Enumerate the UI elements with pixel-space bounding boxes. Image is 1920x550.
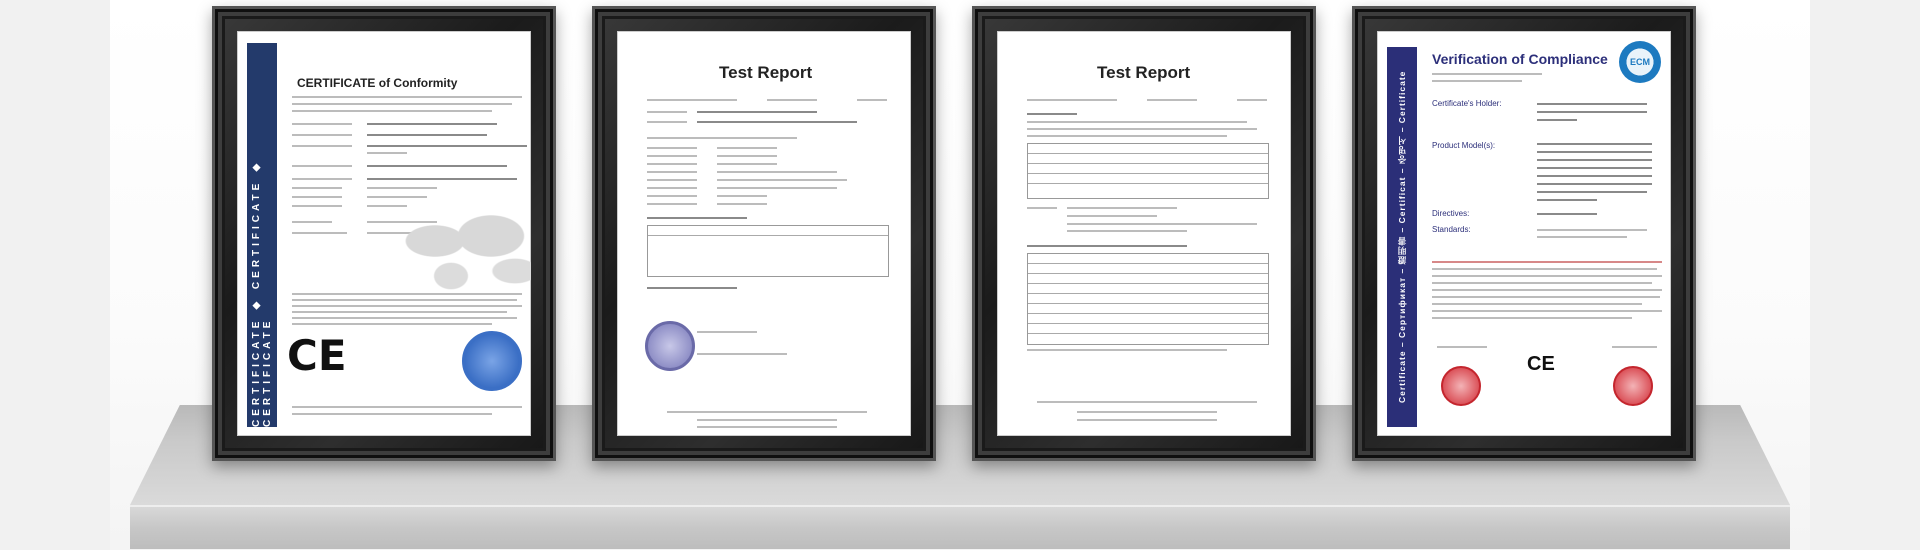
voc-side-band-text: Certificate – Сертификат – 證明書 – Certificat – 증명서 – Certificate bbox=[1397, 70, 1407, 404]
display-shelf-edge bbox=[130, 505, 1790, 549]
certificate-frame-test-report-2 bbox=[972, 6, 1316, 461]
world-map-watermark bbox=[387, 201, 531, 301]
certificate-frame-ce bbox=[212, 6, 556, 461]
voc-label-product: Product Model(s): bbox=[1432, 141, 1496, 150]
ecm-logo: ECM bbox=[1619, 41, 1661, 83]
red-seal-right bbox=[1613, 366, 1653, 406]
voc-ce-mark: CE bbox=[1527, 353, 1555, 375]
test-report-document-1 bbox=[617, 31, 911, 436]
voc-label-directives: Directives: bbox=[1432, 209, 1470, 218]
test-report-title-1: Test Report bbox=[719, 63, 813, 82]
ce-side-band-text: CERTIFICATE ◆ CERTIFICATE ◆ CERTIFICATE bbox=[251, 157, 273, 427]
ce-certificate-document bbox=[237, 31, 531, 436]
test-result-table-1 bbox=[647, 225, 889, 277]
ce-certificate-title: CERTIFICATE of Conformity bbox=[297, 76, 458, 90]
certificate-frame-voc bbox=[1352, 6, 1696, 461]
test-report-document-2 bbox=[997, 31, 1291, 436]
voc-certificate-document bbox=[1377, 31, 1671, 436]
limits-table bbox=[1027, 253, 1269, 345]
test-result-table-2 bbox=[1027, 143, 1269, 199]
chw-seal-stamp bbox=[462, 331, 522, 391]
test-report-title-2: Test Report bbox=[1097, 63, 1191, 82]
certificate-frame-test-report-1 bbox=[592, 6, 936, 461]
voc-label-standards: Standards: bbox=[1432, 225, 1471, 234]
red-seal-left bbox=[1441, 366, 1481, 406]
lab-seal-stamp-1 bbox=[645, 321, 695, 371]
voc-title: Verification of Compliance bbox=[1432, 51, 1608, 67]
ce-mark-logo: CE bbox=[287, 331, 347, 380]
voc-label-holder: Certificate's Holder: bbox=[1432, 99, 1502, 108]
